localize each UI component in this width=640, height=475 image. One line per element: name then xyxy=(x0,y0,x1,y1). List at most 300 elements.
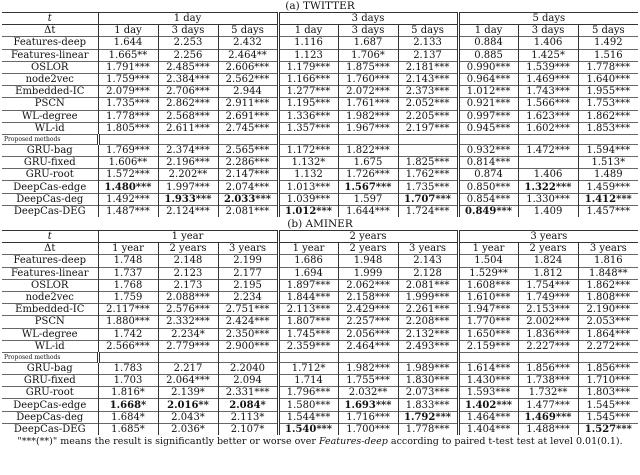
value-cell: 2.261*** xyxy=(398,304,458,316)
value-cell: 2.576*** xyxy=(158,304,218,316)
value-cell: 0.885 xyxy=(458,49,518,61)
value-cell: 1.812 xyxy=(518,267,578,279)
value-cell: 1.714 xyxy=(278,375,338,387)
empty-cell xyxy=(338,352,398,362)
sub-header: 2 years xyxy=(518,243,578,255)
value-cell: 1.172*** xyxy=(278,144,338,156)
value-cell: 1.989*** xyxy=(398,362,458,374)
method-name: Features-linear xyxy=(2,49,98,61)
value-cell: 2.464*** xyxy=(338,340,398,352)
method-name: GRU-root xyxy=(2,169,98,181)
value-cell: 1.848** xyxy=(578,267,638,279)
table-row xyxy=(2,169,638,181)
table-row xyxy=(2,387,638,399)
method-name: OSLOR xyxy=(2,61,98,73)
value-cell: 1.430*** xyxy=(458,375,518,387)
table-row xyxy=(2,340,638,352)
value-cell: 1.947*** xyxy=(458,304,518,316)
value-cell: 1.684* xyxy=(98,411,158,423)
value-cell: 2.032** xyxy=(338,387,398,399)
value-cell: 1.686 xyxy=(278,255,338,267)
value-cell: 0.884 xyxy=(458,37,518,49)
value-cell: 1.566*** xyxy=(518,98,578,110)
value-cell: 1.999*** xyxy=(398,291,458,303)
value-cell: 1.726*** xyxy=(338,169,398,181)
sub-header: 3 years xyxy=(218,243,278,255)
method-name: Features-deep xyxy=(2,255,98,267)
value-cell: 1.737 xyxy=(98,267,158,279)
value-cell: 1.685* xyxy=(98,423,158,435)
value-cell: 1.778*** xyxy=(98,110,158,122)
value-cell: 1.856*** xyxy=(518,362,578,374)
value-cell: 1.610*** xyxy=(458,291,518,303)
value-cell: 1.807*** xyxy=(278,316,338,328)
value-cell: 2.606*** xyxy=(218,61,278,73)
value-cell: 1.675 xyxy=(338,157,398,169)
value-cell: 2.158*** xyxy=(338,291,398,303)
value-cell: 2.133 xyxy=(398,37,458,49)
value-cell: 1.693*** xyxy=(338,399,398,411)
method-name: GRU-fixed xyxy=(2,375,98,387)
value-cell: 2.272*** xyxy=(578,340,638,352)
table-row xyxy=(2,328,638,340)
empty-cell xyxy=(458,134,518,144)
value-cell: 2.234 xyxy=(218,291,278,303)
value-cell: 2.384*** xyxy=(158,73,218,85)
value-cell: 1.687 xyxy=(338,37,398,49)
method-name: OSLOR xyxy=(2,279,98,291)
empty-cell xyxy=(278,352,338,362)
value-cell: 2.181*** xyxy=(398,61,458,73)
footnote-em: Features-deep xyxy=(318,436,388,447)
value-cell: 1.707*** xyxy=(398,193,458,205)
value-cell: 0.850*** xyxy=(458,181,518,193)
value-cell: 1.644 xyxy=(98,37,158,49)
value-cell: 1.469*** xyxy=(518,73,578,85)
value-cell: 1.836*** xyxy=(518,328,578,340)
twitter-table xyxy=(2,12,638,217)
value-cell: 1.770*** xyxy=(458,316,518,328)
value-cell: 2.562*** xyxy=(218,73,278,85)
value-cell: 1.862*** xyxy=(578,279,638,291)
value-cell: 2.088*** xyxy=(158,291,218,303)
table-row xyxy=(2,291,638,303)
value-cell: 1.778*** xyxy=(578,61,638,73)
value-cell: 1.277*** xyxy=(278,86,338,98)
value-cell: 2.779*** xyxy=(158,340,218,352)
value-cell: 2.033*** xyxy=(218,193,278,205)
value-cell: 1.330*** xyxy=(518,193,578,205)
value-cell: 1.706* xyxy=(338,49,398,61)
method-name: GRU-root xyxy=(2,387,98,399)
value-cell: 2.706*** xyxy=(158,86,218,98)
aminer-table xyxy=(2,230,638,435)
value-cell: 1.116 xyxy=(278,37,338,49)
value-cell: 2.234* xyxy=(158,328,218,340)
value-cell: 2.084* xyxy=(218,399,278,411)
value-cell: 1.762*** xyxy=(398,169,458,181)
value-cell: 2.691*** xyxy=(218,110,278,122)
table-row xyxy=(2,279,638,291)
value-cell: 2.196*** xyxy=(158,157,218,169)
table-row xyxy=(2,411,638,423)
value-cell: 1.132 xyxy=(278,169,338,181)
empty-cell xyxy=(518,352,578,362)
value-cell: 1.516 xyxy=(578,49,638,61)
value-cell: 1.735*** xyxy=(98,98,158,110)
value-cell: 2.128 xyxy=(398,267,458,279)
value-cell: 2.073*** xyxy=(398,387,458,399)
value-cell: 2.107* xyxy=(218,423,278,435)
proposed-label: Proposed methods xyxy=(2,134,98,144)
table-row xyxy=(2,399,638,411)
value-cell: 1.822*** xyxy=(338,144,398,156)
value-cell: 1.755*** xyxy=(338,375,398,387)
value-cell: 1.529** xyxy=(458,267,518,279)
value-cell: 1.412*** xyxy=(578,193,638,205)
value-cell: 1.012*** xyxy=(458,86,518,98)
sub-header: 3 days xyxy=(338,25,398,37)
value-cell: 1.545*** xyxy=(578,411,638,423)
value-cell: 1.464*** xyxy=(458,411,518,423)
value-cell: 1.742 xyxy=(98,328,158,340)
group-header: 5 days xyxy=(458,13,638,25)
table-row xyxy=(2,255,638,267)
sub-header: 5 days xyxy=(578,25,638,37)
value-cell: 1.013*** xyxy=(278,181,338,193)
value-cell: 1.608*** xyxy=(458,279,518,291)
table-row xyxy=(2,205,638,217)
table-row xyxy=(2,49,638,61)
empty-cell xyxy=(458,352,518,362)
group-header: 3 years xyxy=(458,231,638,243)
value-cell: 2.565*** xyxy=(218,144,278,156)
value-cell: 1.880*** xyxy=(98,316,158,328)
table-row xyxy=(2,73,638,85)
table-row xyxy=(2,316,638,328)
sub-header: 2 years xyxy=(338,243,398,255)
empty-cell xyxy=(218,134,278,144)
method-name: Embedded-IC xyxy=(2,304,98,316)
value-cell: 1.336*** xyxy=(278,110,338,122)
value-cell: 1.808*** xyxy=(578,291,638,303)
method-name: DeepCas-edge xyxy=(2,181,98,193)
value-cell: 2.123 xyxy=(158,267,218,279)
value-cell: 1.567*** xyxy=(338,181,398,193)
value-cell: 2.432 xyxy=(218,37,278,49)
value-cell: 1.745*** xyxy=(278,328,338,340)
value-cell: 1.982*** xyxy=(338,110,398,122)
value-cell: 1.844*** xyxy=(278,291,338,303)
method-name: PSCN xyxy=(2,98,98,110)
value-cell: 1.357*** xyxy=(278,122,338,134)
value-cell: 1.504 xyxy=(458,255,518,267)
value-cell: 1.668* xyxy=(98,399,158,411)
value-cell: 2.374*** xyxy=(158,144,218,156)
value-cell: 1.492 xyxy=(578,37,638,49)
value-cell: 1.402*** xyxy=(458,399,518,411)
empty-cell xyxy=(398,134,458,144)
value-cell: 0.874 xyxy=(458,169,518,181)
table-row xyxy=(2,362,638,374)
value-cell: 1.753*** xyxy=(578,98,638,110)
value-cell: 1.409 xyxy=(518,205,578,217)
sub-header: 1 year xyxy=(98,243,158,255)
sub-header: 1 day xyxy=(278,25,338,37)
value-cell: 1.825*** xyxy=(398,157,458,169)
method-name: DeepCas-DEG xyxy=(2,205,98,217)
value-cell: 1.640*** xyxy=(578,73,638,85)
method-name: GRU-fixed xyxy=(2,157,98,169)
value-cell: 2.117*** xyxy=(98,304,158,316)
value-cell: 1.735*** xyxy=(398,181,458,193)
value-cell: 1.425* xyxy=(518,49,578,61)
value-cell: 2.253 xyxy=(158,37,218,49)
value-cell: 1.875*** xyxy=(338,61,398,73)
value-cell: 1.650*** xyxy=(458,328,518,340)
value-cell: 1.572*** xyxy=(98,169,158,181)
value-cell: 2.113* xyxy=(218,411,278,423)
value-cell: 1.513* xyxy=(578,157,638,169)
method-name: DeepCas-deg xyxy=(2,193,98,205)
value-cell: 1.012*** xyxy=(278,205,338,217)
value-cell: 0.997*** xyxy=(458,110,518,122)
value-cell: 2.153*** xyxy=(518,304,578,316)
dt-label: Δt xyxy=(2,25,98,37)
sub-header: 3 days xyxy=(518,25,578,37)
value-cell: 1.759*** xyxy=(98,73,158,85)
value-cell: 2.173 xyxy=(158,279,218,291)
value-cell: 1.948 xyxy=(338,255,398,267)
value-cell: 1.738*** xyxy=(518,375,578,387)
method-name: node2vec xyxy=(2,291,98,303)
value-cell: 1.982*** xyxy=(338,362,398,374)
value-cell: 1.748 xyxy=(98,255,158,267)
value-cell: 2.143*** xyxy=(398,73,458,85)
value-cell: 1.472*** xyxy=(518,144,578,156)
value-cell: 1.864*** xyxy=(578,328,638,340)
value-cell: 1.716*** xyxy=(338,411,398,423)
sub-header: 3 years xyxy=(578,243,638,255)
group-header: 1 day xyxy=(98,13,278,25)
value-cell: 2.227*** xyxy=(518,340,578,352)
sub-header: 5 days xyxy=(398,25,458,37)
value-cell: 1.404*** xyxy=(458,423,518,435)
value-cell: 1.166*** xyxy=(278,73,338,85)
empty-cell xyxy=(398,352,458,362)
value-cell: 1.700*** xyxy=(338,423,398,435)
value-cell: 1.749*** xyxy=(518,291,578,303)
table-row xyxy=(2,304,638,316)
sub-header: 1 year xyxy=(458,243,518,255)
sub-header: 1 day xyxy=(98,25,158,37)
value-cell: 1.540*** xyxy=(278,423,338,435)
value-cell: 2.424*** xyxy=(218,316,278,328)
table-row xyxy=(2,122,638,134)
value-cell: 1.856*** xyxy=(578,362,638,374)
value-cell: 0.964*** xyxy=(458,73,518,85)
empty-cell xyxy=(218,352,278,362)
value-cell: 2.568*** xyxy=(158,110,218,122)
value-cell: 1.488*** xyxy=(518,423,578,435)
value-cell: 1.743*** xyxy=(518,86,578,98)
value-cell: 1.760*** xyxy=(338,73,398,85)
sub-header: 3 days xyxy=(158,25,218,37)
value-cell: 2.862*** xyxy=(158,98,218,110)
value-cell: 1.614*** xyxy=(458,362,518,374)
value-cell: 1.544*** xyxy=(278,411,338,423)
value-cell: 2.202** xyxy=(158,169,218,181)
value-cell: 1.039*** xyxy=(278,193,338,205)
value-cell: 1.539*** xyxy=(518,61,578,73)
empty-cell xyxy=(98,134,158,144)
value-cell: 1.597 xyxy=(338,193,398,205)
method-name: DeepCas-DEG xyxy=(2,423,98,435)
value-cell: 2.429*** xyxy=(338,304,398,316)
value-cell: 1.457*** xyxy=(578,205,638,217)
value-cell: 1.712* xyxy=(278,362,338,374)
method-name: PSCN xyxy=(2,316,98,328)
sub-header: 3 years xyxy=(398,243,458,255)
value-cell: 2.745*** xyxy=(218,122,278,134)
value-cell: 2.081*** xyxy=(218,205,278,217)
value-cell: 2.002*** xyxy=(518,316,578,328)
value-cell: 2.043* xyxy=(158,411,218,423)
value-cell: 2.197*** xyxy=(398,122,458,134)
table-row xyxy=(2,267,638,279)
value-cell xyxy=(518,157,578,169)
value-cell: 1.833*** xyxy=(398,399,458,411)
value-cell: 2.053*** xyxy=(578,316,638,328)
method-name: DeepCas-deg xyxy=(2,411,98,423)
method-name: node2vec xyxy=(2,73,98,85)
value-cell: 0.814*** xyxy=(458,157,518,169)
empty-cell xyxy=(578,134,638,144)
value-cell: 2.199 xyxy=(218,255,278,267)
dt-label: Δt xyxy=(2,243,98,255)
group-header: 3 days xyxy=(278,13,458,25)
value-cell: 1.710*** xyxy=(578,375,638,387)
value-cell: 2.072*** xyxy=(338,86,398,98)
value-cell: 1.778*** xyxy=(398,423,458,435)
value-cell: 0.849*** xyxy=(458,205,518,217)
sub-header: 1 year xyxy=(278,243,338,255)
value-cell: 2.911*** xyxy=(218,98,278,110)
value-cell: 1.967*** xyxy=(338,122,398,134)
value-cell: 2.464** xyxy=(218,49,278,61)
value-cell: 2.373*** xyxy=(398,86,458,98)
value-cell: 2.081*** xyxy=(398,279,458,291)
value-cell: 2.137 xyxy=(398,49,458,61)
value-cell: 2.016** xyxy=(158,399,218,411)
value-cell: 1.492*** xyxy=(98,193,158,205)
table-row xyxy=(2,110,638,122)
value-cell: 2.944 xyxy=(218,86,278,98)
value-cell: 2.208*** xyxy=(398,316,458,328)
value-cell: 2.286*** xyxy=(218,157,278,169)
value-cell: 1.816* xyxy=(98,387,158,399)
sub-header: 2 years xyxy=(158,243,218,255)
empty-cell xyxy=(338,134,398,144)
value-cell: 1.477*** xyxy=(518,399,578,411)
value-cell: 1.665** xyxy=(98,49,158,61)
value-cell: 2.751*** xyxy=(218,304,278,316)
value-cell: 2.056*** xyxy=(338,328,398,340)
group-header: 2 years xyxy=(278,231,458,243)
method-name: GRU-bag xyxy=(2,362,98,374)
footnote-pre: "***(**)" means the result is significantly better or worse over xyxy=(17,436,319,447)
value-cell: 2.359*** xyxy=(278,340,338,352)
table-row xyxy=(2,61,638,73)
value-cell: 1.179*** xyxy=(278,61,338,73)
value-cell: 2.190*** xyxy=(578,304,638,316)
sub-header: 1 day xyxy=(458,25,518,37)
value-cell: 1.853*** xyxy=(578,122,638,134)
table-row xyxy=(2,144,638,156)
value-cell: 1.783 xyxy=(98,362,158,374)
value-cell: 1.469*** xyxy=(518,411,578,423)
value-cell: 1.754*** xyxy=(518,279,578,291)
empty-cell xyxy=(518,134,578,144)
method-name: GRU-bag xyxy=(2,144,98,156)
value-cell: 1.897*** xyxy=(278,279,338,291)
value-cell: 1.195*** xyxy=(278,98,338,110)
table-row xyxy=(2,86,638,98)
method-name: Embedded-IC xyxy=(2,86,98,98)
aminer-caption: (b) AMINER xyxy=(287,218,353,230)
table-row xyxy=(2,37,638,49)
value-cell: 1.406 xyxy=(518,169,578,181)
value-cell: 1.487*** xyxy=(98,205,158,217)
method-name: Features-deep xyxy=(2,37,98,49)
value-cell: 1.593*** xyxy=(458,387,518,399)
value-cell: 1.955*** xyxy=(578,86,638,98)
value-cell: 1.792*** xyxy=(398,411,458,423)
value-cell: 2.485*** xyxy=(158,61,218,73)
value-cell: 1.732** xyxy=(518,387,578,399)
value-cell: 1.805*** xyxy=(98,122,158,134)
value-cell: 2.062*** xyxy=(338,279,398,291)
value-cell xyxy=(398,144,458,156)
value-cell: 0.921*** xyxy=(458,98,518,110)
value-cell: 2.350*** xyxy=(218,328,278,340)
table-row xyxy=(2,423,638,435)
value-cell: 2.195 xyxy=(218,279,278,291)
value-cell: 1.602*** xyxy=(518,122,578,134)
value-cell: 1.830*** xyxy=(398,375,458,387)
value-cell: 2.143 xyxy=(398,255,458,267)
footnote xyxy=(0,436,640,447)
value-cell: 0.932*** xyxy=(458,144,518,156)
value-cell: 2.566*** xyxy=(98,340,158,352)
value-cell: 1.769*** xyxy=(98,144,158,156)
value-cell: 2.064*** xyxy=(158,375,218,387)
value-cell: 2.2040 xyxy=(218,362,278,374)
value-cell: 2.052*** xyxy=(398,98,458,110)
value-cell: 2.205*** xyxy=(398,110,458,122)
value-cell: 2.036* xyxy=(158,423,218,435)
value-cell: 1.703 xyxy=(98,375,158,387)
value-cell: 1.997*** xyxy=(158,181,218,193)
value-cell: 2.148 xyxy=(158,255,218,267)
empty-cell xyxy=(578,352,638,362)
method-name: WL-id xyxy=(2,122,98,134)
value-cell: 2.094 xyxy=(218,375,278,387)
method-name: WL-degree xyxy=(2,328,98,340)
value-cell: 1.644*** xyxy=(338,205,398,217)
method-name: WL-degree xyxy=(2,110,98,122)
value-cell: 2.177 xyxy=(218,267,278,279)
